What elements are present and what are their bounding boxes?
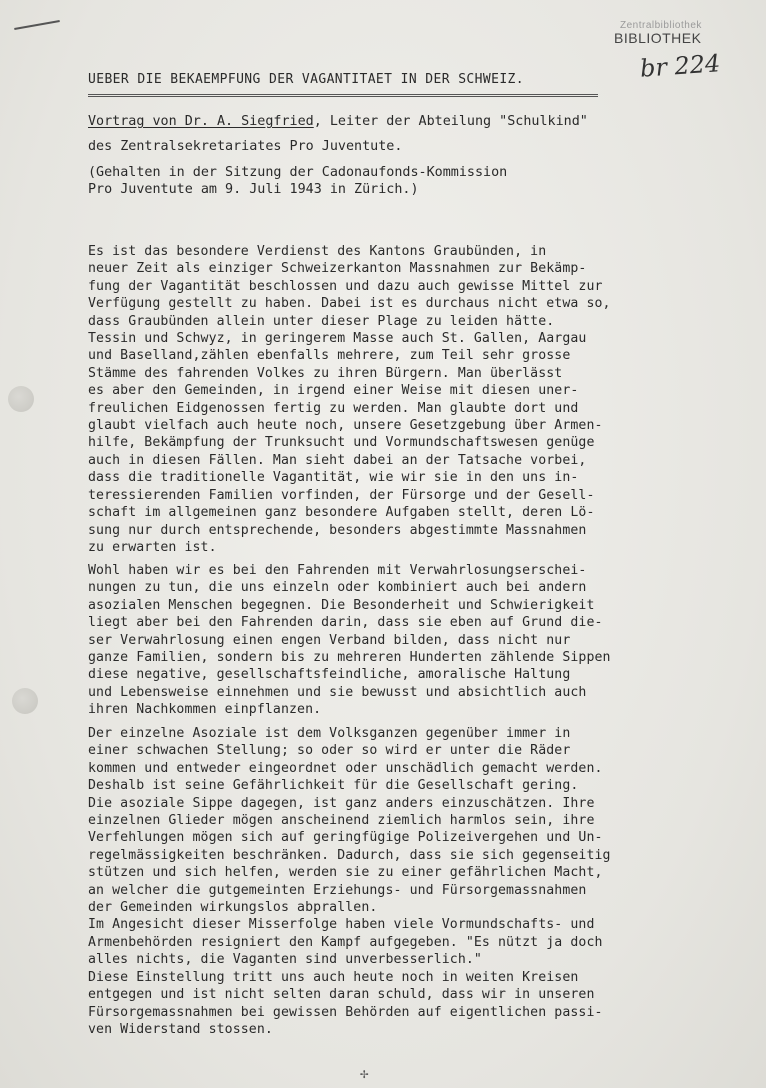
- library-stamp: BIBLIOTHEK: [614, 30, 702, 46]
- bottom-mark: ✢: [360, 1066, 369, 1082]
- speaker-organization: des Zentralsekretariates Pro Juventute.: [88, 139, 403, 154]
- paragraph-1: Es ist das besondere Verdienst des Kantons Graubünden, in neuer Zeit als einziger Schweizerkanton Massnahmen zur Bekämp- fung der Vagantität beschlossen und dazu auch gewisse Mittel zur Verfügung gestellt zu haben. Dabei ist es durchaus nicht etwa so, dass Graubünden allein unter dieser Plage zu leiden hätte. Tessin und Schwyz, in geringerem Masse auch St. Gallen, Aargau und Baselland,zählen ebenfalls mehrere, zum Teil sehr grosse Stämme des fahrenden Volkes zu ihren Bürgern. Man überlässt es aber den Gemeinden, in irgend einer Weise mit diesen uner- freulichen Eidgenossen fertig zu werden. Man glaubte dort und glaubt vielfach auch heute noch, unsere Gesetzgebung über Armen- hilfe, Bekämpfung der Trunksucht und Vormundschaftswesen genüge auch in diesen Fällen. Man sieht dabei an der Tatsache vorbei, dass die traditionelle Vagantität, wie wir sie in den uns in- teressierenden Familien vorfinden, der Fürsorge und der Gesell- schaft im allgemeinen ganz besondere Aufgaben stellt, deren Lö- sung nur durch entsprechende, besonders abgestimmte Massnahmen zu erwarten ist.: [88, 244, 611, 555]
- pencil-mark: [14, 20, 60, 30]
- speaker-role: , Leiter der Abteilung "Schulkind": [313, 114, 588, 129]
- paragraph-2: Wohl haben wir es bei den Fahrenden mit Verwahrlosungserschei- nungen zu tun, die uns einzeln oder kombiniert auch bei andern asozialen Menschen begegnen. Die Besonderheit und Schwierigkeit liegt aber bei den Fahrenden darin, dass sie eben auf Grund die- ser Verwahrlosung einen engen Verband bilden, dass nicht nur ganze Familien, sondern bis zu mehreren Hunderten zählende Sippen diese negative, gesellschaftsfeindliche, amoralische Haltung und Lebensweise einnehmen und sie bewusst und absichtlich auch ihren Nachkommen einpflanzen.: [88, 563, 611, 718]
- speaker-line: [88, 114, 588, 129]
- occasion-line-2: Pro Juventute am 9. Juli 1943 in Zürich.): [88, 182, 419, 197]
- document-title: UEBER DIE BEKAEMPFUNG DER VAGANTITAET IN DER SCHWEIZ.: [88, 72, 525, 87]
- punch-hole-top: [8, 386, 34, 412]
- speaker-label: Vortrag von Dr. A. Siegfried: [88, 114, 314, 129]
- shelfmark: br 224: [639, 49, 722, 83]
- title-double-rule: [88, 94, 598, 103]
- occasion-note: [88, 164, 507, 198]
- punch-hole-bottom: [12, 688, 38, 714]
- occasion-line-1: (Gehalten in der Sitzung der Cadonaufonds-Kommission: [88, 165, 508, 180]
- stamp-top-text: Zentralbibliothek: [620, 20, 702, 31]
- paragraph-3: Der einzelne Asoziale ist dem Volksganzen gegenüber immer in einer schwachen Stellung; so oder so wird er unter die Räder kommen und entweder eingeordnet oder unschädlich gemacht werden. Deshalb ist seine Gefährlichkeit für die Gesellschaft gering. Die asoziale Sippe dagegen, ist ganz anders einzuschätzen. Ihre einzelnen Glieder mögen anscheinend ziemlich harmlos sein, ihre Verfehlungen mögen sich auf geringfügige Polizeivergehen und Un- regelmässigkeiten beschränken. Dadurch, dass sie sich gegenseitig stützen und sich helfen, werden sie zu einer gefährlichen Macht, an welcher die gutgemeinten Erziehungs- und Fürsorgemassnahmen der Gemeinden wirkungslos abprallen. Im Angesicht dieser Misserfolge haben viele Vormundschafts- und Armenbehörden resigniert den Kampf aufgegeben. "Es nützt ja doch alles nichts, die Vaganten sind unverbesserlich." Diese Einstellung tritt uns auch heute noch in weiten Kreisen entgegen und ist nicht selten daran schuld, dass wir in unseren Fürsorgemassnahmen bei gewissen Behörden auf eigentlichen passi- ven Widerstand stossen.: [88, 726, 611, 1037]
